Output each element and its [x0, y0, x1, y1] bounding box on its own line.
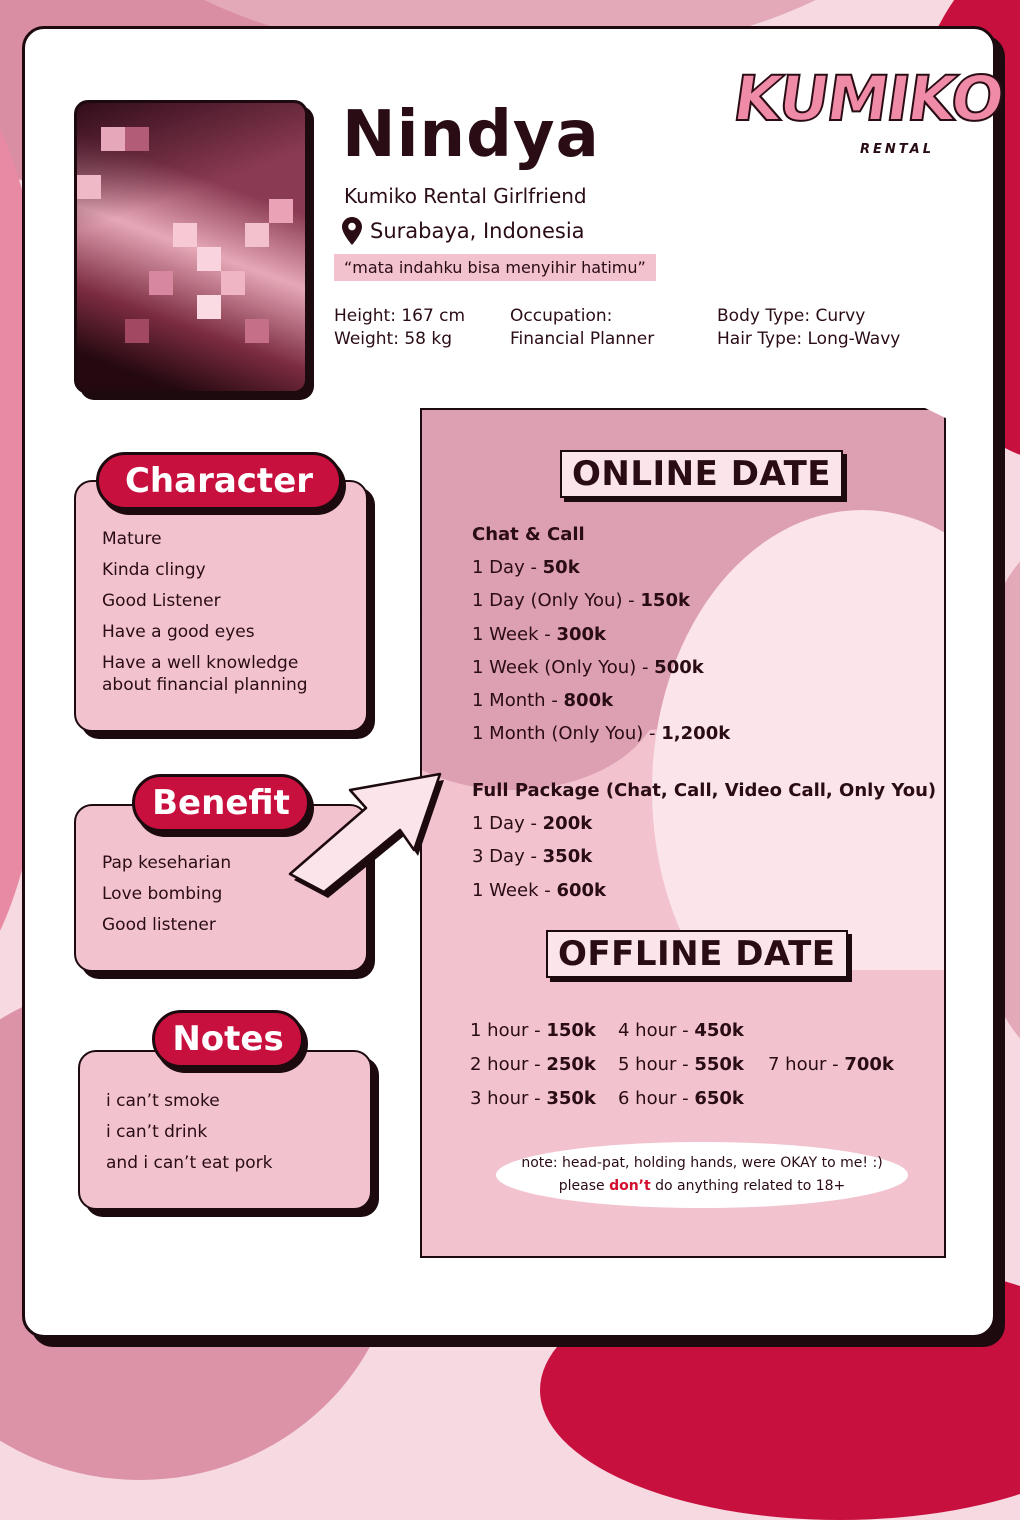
chat-call-list	[472, 524, 730, 756]
list-item: Have a good eyes	[102, 622, 255, 642]
hair-type-stat: Hair Type: Long-Wavy	[717, 329, 901, 349]
offline-col-1	[470, 1020, 596, 1122]
price-value: 700k	[844, 1054, 894, 1075]
list-item: Good Listener	[102, 591, 221, 611]
price-row	[470, 1054, 596, 1088]
price-label: 1 Week -	[472, 623, 557, 645]
price-row	[472, 723, 730, 756]
occupation-value: Financial Planner	[510, 329, 655, 349]
price-row	[472, 657, 730, 690]
price-label: 2 hour -	[470, 1054, 547, 1075]
price-label: 1 Day -	[472, 557, 543, 579]
list-item-line: Have a well knowledge	[102, 653, 299, 673]
footnote-line-1: note: head-pat, holding hands, were OKAY to me! :)	[521, 1155, 883, 1171]
footnote-bubble	[496, 1142, 908, 1208]
offline-date-tag: OFFLINE DATE	[546, 930, 848, 978]
footnote-text: please	[558, 1178, 610, 1194]
price-row	[768, 1054, 894, 1088]
price-value: 300k	[556, 623, 606, 645]
price-label: 1 Week (Only You) -	[472, 656, 655, 678]
price-label: 1 Day -	[472, 813, 543, 835]
location-pin-icon	[342, 217, 362, 245]
logo-sub: RENTAL	[860, 142, 934, 157]
full-package-list	[472, 780, 936, 913]
price-value: 150k	[546, 1020, 596, 1041]
profile-name: Nindya	[342, 98, 600, 172]
notes-title: Notes	[152, 1010, 304, 1068]
price-row	[470, 1020, 596, 1054]
arrow-icon	[288, 752, 458, 902]
location-text: Surabaya, Indonesia	[370, 219, 585, 243]
body-type-stat: Body Type: Curvy	[717, 306, 866, 326]
list-item: Love bombing	[102, 884, 223, 904]
character-list	[102, 528, 308, 705]
list-item: i can’t smoke	[106, 1091, 220, 1111]
stats-body	[334, 305, 465, 351]
price-value: 50k	[542, 557, 580, 579]
price-label: 6 hour -	[618, 1088, 695, 1109]
price-label: 3 hour -	[470, 1088, 547, 1109]
footnote-text: do anything related to 18+	[650, 1178, 846, 1194]
logo-word: KUMIKO	[728, 62, 1008, 135]
profile-quote: “mata indahku bisa menyihir hatimu”	[334, 254, 656, 281]
price-label: 1 Month -	[472, 689, 564, 711]
price-label: 1 hour -	[470, 1020, 547, 1041]
location	[342, 217, 585, 245]
offline-col-2	[618, 1020, 744, 1122]
price-value: 450k	[694, 1020, 744, 1041]
price-value: 800k	[563, 689, 614, 711]
list-item: Pap keseharian	[102, 853, 232, 873]
list-item: about financial planning	[102, 675, 308, 695]
notes-box	[78, 1050, 372, 1210]
list-item: and i can’t eat pork	[106, 1153, 273, 1173]
price-row	[472, 880, 936, 913]
price-row	[472, 690, 730, 723]
footnote-emphasis: don’t	[609, 1178, 651, 1194]
stats-appearance	[717, 305, 900, 351]
price-row	[472, 813, 936, 846]
price-row	[472, 590, 730, 623]
weight-stat: Weight: 58 kg	[334, 329, 453, 349]
price-value: 350k	[546, 1088, 596, 1109]
price-label: 1 Month (Only You) -	[472, 723, 662, 745]
chat-call-heading: Chat & Call	[472, 524, 585, 545]
price-row	[472, 557, 730, 590]
list-item	[102, 652, 308, 674]
price-label: 1 Day (Only You) -	[472, 590, 641, 612]
height-stat: Height: 167 cm	[334, 306, 466, 326]
price-row	[618, 1054, 744, 1088]
kumiko-logo	[728, 62, 1008, 162]
offline-col-3	[768, 1054, 894, 1088]
price-row	[472, 846, 936, 879]
notes-list	[106, 1090, 273, 1183]
price-value: 650k	[694, 1088, 744, 1109]
occupation-label: Occupation:	[510, 306, 613, 326]
price-row	[618, 1020, 744, 1054]
price-value: 500k	[654, 656, 704, 678]
list-item: i can’t drink	[106, 1122, 208, 1142]
price-label: 3 Day -	[472, 846, 543, 868]
full-package-heading: Full Package (Chat, Call, Video Call, Only You)	[472, 780, 937, 801]
online-date-tag: ONLINE DATE	[560, 450, 843, 498]
footnote-line-2	[496, 1175, 908, 1198]
price-value: 350k	[542, 846, 593, 868]
profile-subtitle: Kumiko Rental Girlfriend	[344, 184, 587, 208]
benefit-title: Benefit	[132, 774, 310, 832]
stats-occupation	[510, 305, 654, 351]
price-value: 600k	[556, 879, 606, 901]
list-item: Good listener	[102, 915, 216, 935]
price-row	[472, 624, 730, 657]
price-label: 4 hour -	[618, 1020, 695, 1041]
list-item: Mature	[102, 529, 162, 549]
character-box	[74, 480, 368, 732]
benefit-list	[102, 852, 231, 945]
list-item: Kinda clingy	[102, 560, 206, 580]
price-row	[470, 1088, 596, 1122]
price-label: 5 hour -	[618, 1054, 695, 1075]
price-value: 1,200k	[661, 723, 731, 745]
price-label: 7 hour -	[768, 1054, 845, 1075]
character-title: Character	[96, 452, 342, 510]
price-value: 150k	[640, 590, 690, 612]
price-row	[618, 1088, 744, 1122]
profile-photo	[74, 100, 308, 394]
price-label: 1 Week -	[472, 879, 557, 901]
price-value: 250k	[546, 1054, 596, 1075]
price-value: 550k	[694, 1054, 744, 1075]
price-value: 200k	[542, 813, 593, 835]
